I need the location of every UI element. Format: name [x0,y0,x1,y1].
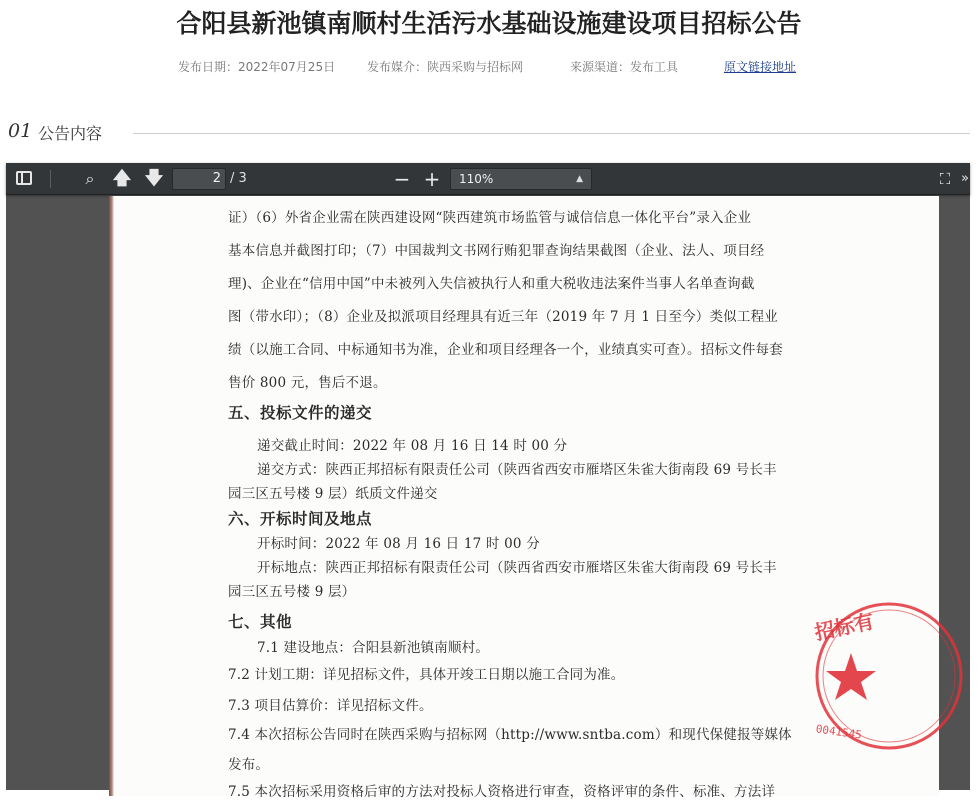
pdf-toolbar [6,163,970,195]
source-channel: 来源渠道：发布工具 [570,60,679,74]
section-divider [133,133,970,134]
doc-line: 园三区五号楼 9 层）纸质文件递交 [228,486,438,502]
section-label: 公告内容 [38,124,103,143]
page-total: / 3 [230,171,247,186]
doc-line: 绩（以施工合同、中标通知书为准，企业和项目经理各一个，业绩真实可查）。招标文件每套 [228,342,783,358]
doc-line: 7.4 本次招标公告同时在陕西采购与招标网（http://www.sntba.com）和现代保健报等媒体 [228,727,792,743]
doc-heading: 五、投标文件的递交 [228,404,373,422]
doc-line: 7.1 建设地点：合阳县新池镇南顺村。 [257,640,490,656]
doc-line: 7.2 计划工期：详见招标文件，具体开竣工日期以施工合同为准。 [228,667,625,683]
chevron-updown-icon: ▲ [576,174,583,184]
doc-line: 递交截止时间：2022 年 08 月 16 日 14 时 00 分 [257,438,568,454]
more-icon[interactable]: » [961,171,969,186]
original-link[interactable]: 原文链接地址 [724,60,797,74]
doc-line: 7.3 项目估算价：详见招标文件。 [228,698,433,714]
doc-line: 开标地点：陕西正邦招标有限责任公司（陕西省西安市雁塔区朱雀大街南段 69 号长丰 [257,560,777,576]
pdf-page [109,196,939,800]
doc-line: 售价 800 元，售后不退。 [228,375,387,391]
doc-line: 递交方式：陕西正邦招标有限责任公司（陕西省西安市雁塔区朱雀大街南段 69 号长丰 [257,462,777,478]
sidebar-toggle-icon[interactable] [16,171,32,185]
zoom-in-icon[interactable]: + [423,167,441,191]
zoom-out-icon[interactable]: − [393,167,411,191]
arrow-up-icon[interactable]: 🡅 [112,168,132,189]
page-number-input[interactable]: 2 [172,168,226,190]
doc-line: 基本信息并截图打印；（7）中国裁判文书网行贿犯罪查询结果截图（企业、法人、项目经 [228,243,765,259]
publish-date: 发布日期：2022年07月25日 [178,60,336,74]
doc-line: 园三区五号楼 9 层） [228,584,356,600]
arrow-down-icon[interactable]: 🡇 [144,168,164,189]
zoom-select[interactable] [450,168,592,190]
doc-line: 开标时间：2022 年 08 月 16 日 17 时 00 分 [257,536,540,552]
fullscreen-icon[interactable]: ⛶ [939,170,951,188]
meta-row [0,58,978,76]
zoom-value: 110% [459,172,494,186]
section-number: 01 [8,120,33,142]
doc-line: 7.5 本次招标采用资格后审的方法对投标人资格进行审查，资格评审的条件、标准、方法详 [228,784,776,800]
red-seal-stamp [809,601,899,761]
toolbar-divider [50,170,51,188]
pdf-viewer [6,163,970,800]
doc-heading: 七、其他 [228,613,293,631]
doc-line: 发布。 [228,757,270,773]
svg-text:招标有: 招标有 [812,608,877,645]
publish-media: 发布媒介：陕西采购与招标网 [367,60,524,74]
doc-line: 理)、企业在“信用中国”中未被列入失信被执行人和重大税收违法案件当事人名单查询截 [228,276,755,292]
doc-heading: 六、开标时间及地点 [228,510,373,528]
doc-line: 证）（6）外省企业需在陕西建设网“陕西建筑市场监管与诚信信息一体化平台”录入企业 [228,210,752,226]
doc-line: 图（带水印）；（8）企业及拟派项目经理具有近三年（2019 年 7 月 1 日至今）类似工程业 [228,309,778,325]
section-header [8,120,970,144]
page-title: 合阳县新池镇南顺村生活污水基础设施建设项目招标公告 [176,9,802,38]
search-icon[interactable]: ⌕ [85,169,95,188]
svg-text:0041545: 0041545 [814,722,863,742]
